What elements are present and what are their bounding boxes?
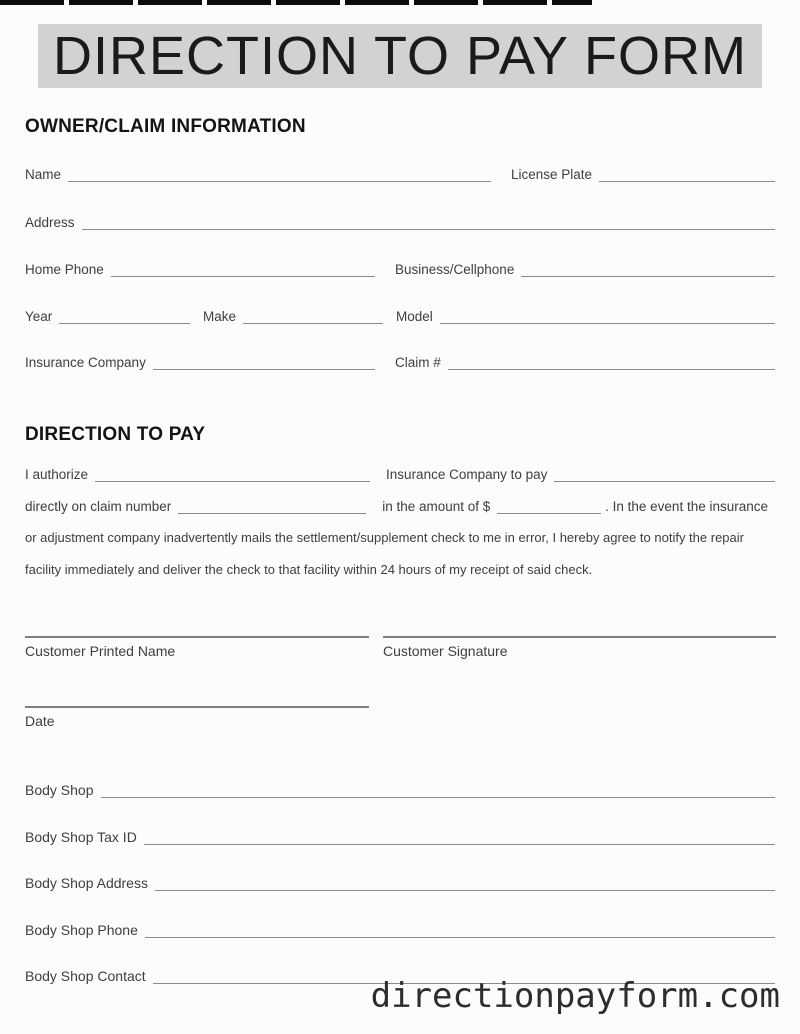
paragraph-claim-number-field[interactable] [178,508,366,514]
business-cellphone-label: Business/Cellphone [395,262,515,277]
date-field[interactable] [25,706,369,729]
insurance-company-label: Insurance Company [25,355,146,370]
body-shop-field[interactable] [101,792,776,798]
address-field[interactable] [82,224,775,230]
year-make-model-row [25,306,775,324]
after-amount-text: . In the event the insurance [605,499,768,514]
model-field[interactable] [440,318,775,324]
body-shop-address-label: Body Shop Address [25,875,148,891]
home-phone-field[interactable] [111,271,375,277]
body-shop-contact-label: Body Shop Contact [25,968,146,984]
date-label: Date [25,713,55,729]
body-shop-phone-label: Body Shop Phone [25,922,138,938]
year-label: Year [25,309,53,324]
body-shop-tax-id-field[interactable] [144,839,775,845]
name-license-row [25,164,775,182]
customer-signature-label: Customer Signature [383,643,508,659]
payee-field[interactable] [554,476,775,482]
agreement-text-line-3: or adjustment company inadvertently mails the settlement/supplement check to me in error, I hereby agree to notify the repair [25,530,744,545]
claim-number-paragraph-label: directly on claim number [25,499,172,514]
customer-printed-name-label: Customer Printed Name [25,643,176,659]
body-shop-tax-id-label: Body Shop Tax ID [25,829,137,845]
page-title: DIRECTION TO PAY FORM [52,26,748,86]
authorized-shop-field[interactable] [95,476,370,482]
direction-to-pay-section-heading: DIRECTION TO PAY [25,424,206,445]
address-label: Address [25,215,75,230]
claim-amount-row [25,496,775,514]
make-field[interactable] [243,318,383,324]
claim-number-field[interactable] [448,364,775,370]
insurance-claim-row [25,352,775,370]
model-label: Model [396,309,433,324]
amount-label: in the amount of $ [382,499,491,514]
owner-claim-section-heading: OWNER/CLAIM INFORMATION [25,116,306,137]
insurance-to-pay-label: Insurance Company to pay [386,467,548,482]
customer-signature-field[interactable] [383,636,776,659]
title-banner [38,24,762,88]
watermark-text: directionpayform.com [370,976,780,1016]
license-plate-field[interactable] [599,176,775,182]
body-shop-tax-id-row [25,827,775,845]
make-label: Make [203,309,237,324]
agreement-text-line-4: facility immediately and deliver the check to that facility within 24 hours of my receipt of said check. [25,562,593,577]
signature-row [25,636,776,659]
claim-number-label: Claim # [395,355,441,370]
home-phone-label: Home Phone [25,262,104,277]
scan-edge-bar [0,0,592,5]
insurance-company-field[interactable] [153,364,375,370]
body-shop-label: Body Shop [25,782,94,798]
body-shop-address-row [25,873,775,891]
customer-printed-name-field[interactable] [25,636,369,659]
license-plate-label: License Plate [511,167,593,182]
authorize-label: I authorize [25,467,89,482]
body-shop-phone-row [25,920,775,938]
phone-row [25,259,775,277]
body-shop-phone-field[interactable] [145,932,775,938]
name-label: Name [25,167,62,182]
address-row [25,212,775,230]
year-field[interactable] [59,318,190,324]
authorize-row [25,464,775,482]
body-shop-row [25,780,775,798]
name-field[interactable] [68,176,491,182]
body-shop-address-field[interactable] [155,885,775,891]
business-cellphone-field[interactable] [521,271,775,277]
amount-field[interactable] [497,508,601,514]
